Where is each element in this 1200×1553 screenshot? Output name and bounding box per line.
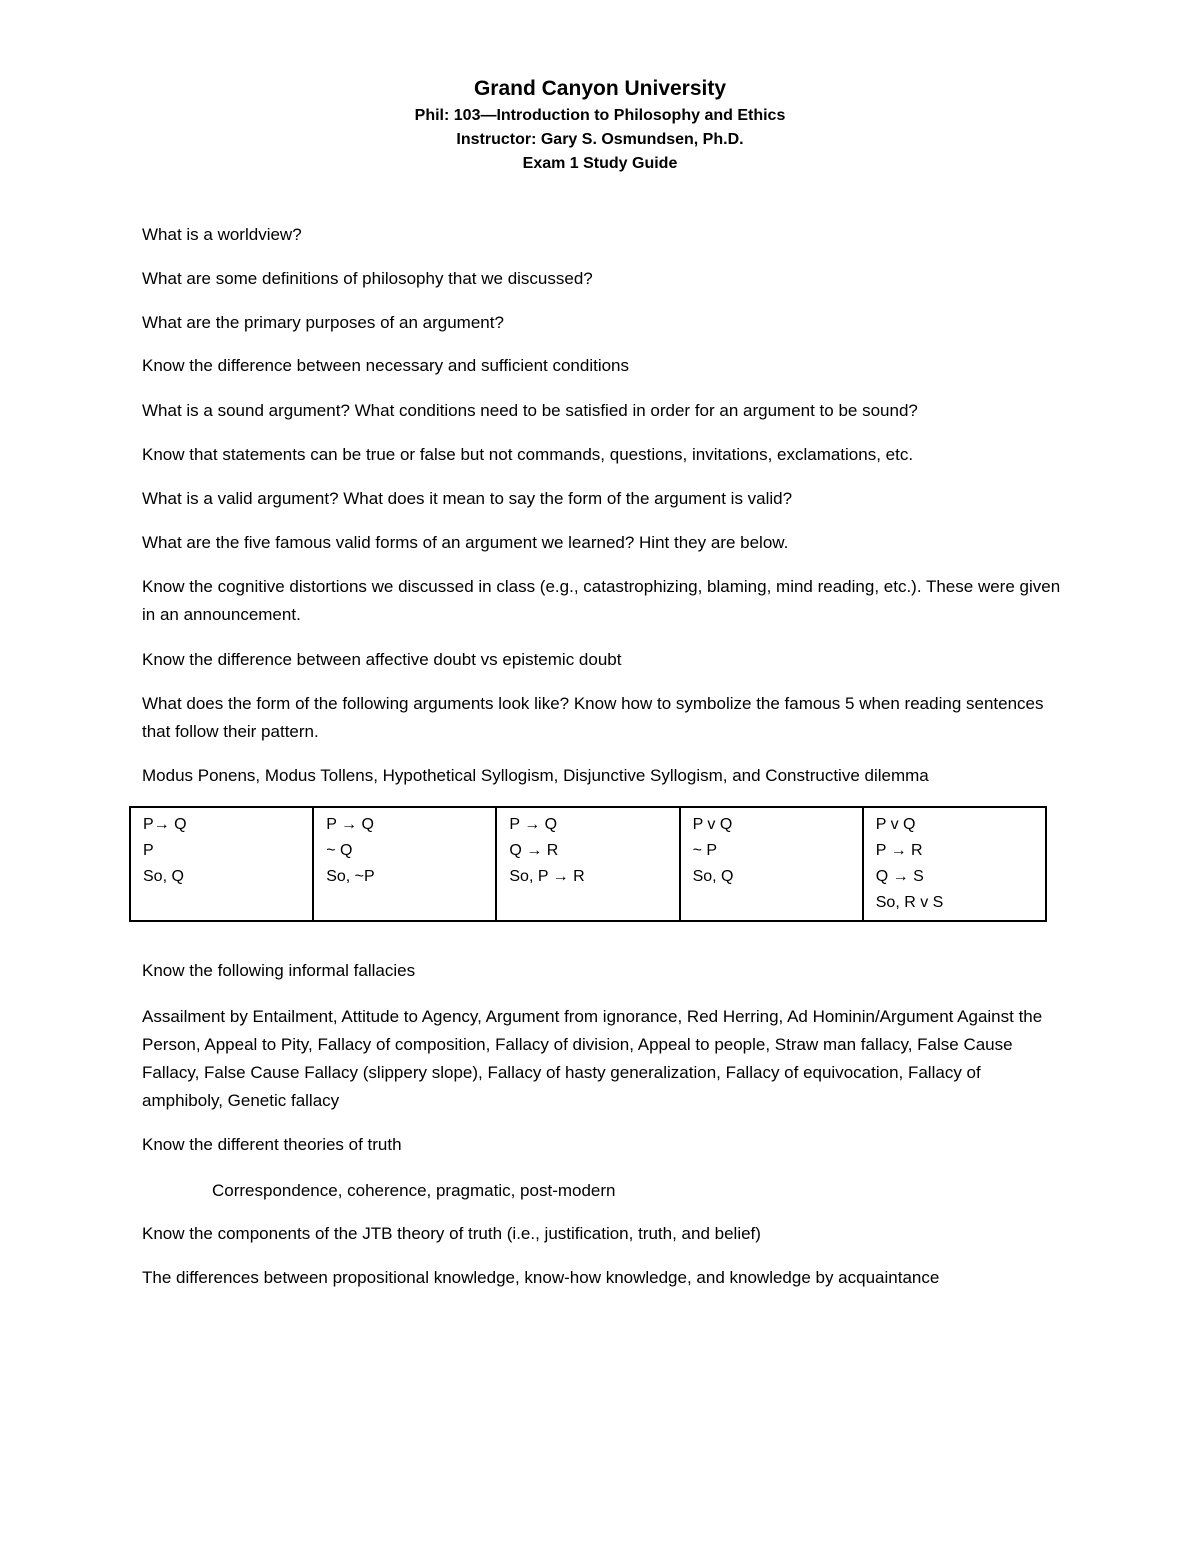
question-argument-purposes: What are the primary purposes of an argument?	[142, 313, 504, 332]
argument-forms-list: Modus Ponens, Modus Tollens, Hypothetical Syllogism, Disjunctive Syllogism, and Constructive dilemma	[142, 766, 929, 785]
table-row	[130, 807, 1046, 921]
table-line: Q → S	[875, 868, 924, 885]
table-line: ~ P	[692, 842, 718, 859]
hypothetical-syllogism-cell	[496, 807, 679, 921]
table-line: So, Q	[143, 868, 184, 885]
knowledge-types: The differences between propositional knowledge, know-how knowledge, and knowledge by acquaintance	[142, 1268, 940, 1287]
table-line: So, P → R	[509, 868, 585, 885]
table-line: So, ~P	[326, 868, 375, 885]
table-line: So, R v S	[875, 894, 944, 911]
university-title: Grand Canyon University	[473, 77, 727, 100]
instructor-line: Instructor: Gary S. Osmundsen, Ph.D.	[456, 131, 744, 148]
truth-theories-list: Correspondence, coherence, pragmatic, post-modern	[212, 1181, 616, 1200]
question-argument-form: What does the form of the following arguments look like? Know how to symbolize the famous 5 when reading sentences that follow their pattern.	[142, 694, 1044, 741]
table-line: Q → R	[509, 842, 559, 859]
question-worldview: What is a worldview?	[142, 225, 302, 244]
table-line: P v Q	[875, 816, 916, 833]
document-header	[0, 74, 1200, 176]
table-line: ~ Q	[326, 842, 353, 859]
table-line: P → Q	[509, 816, 558, 833]
question-philosophy-definitions: What are some definitions of philosophy that we discussed?	[142, 269, 593, 288]
truth-theories-heading: Know the different theories of truth	[142, 1135, 402, 1154]
question-cognitive-distortions: Know the cognitive distortions we discussed in class (e.g., catastrophizing, blaming, mind reading, etc.). These were given in an announcement.	[142, 577, 1061, 624]
table-line: P v Q	[692, 816, 733, 833]
table-line: So, Q	[692, 868, 734, 885]
question-five-forms: What are the five famous valid forms of an argument we learned? Hint they are below.	[142, 533, 789, 552]
guide-title: Exam 1 Study Guide	[522, 155, 678, 172]
modus-tollens-cell	[313, 807, 496, 921]
fallacies-heading: Know the following informal fallacies	[142, 961, 416, 980]
course-title: Phil: 103—Introduction to Philosophy and Ethics	[414, 107, 786, 124]
question-doubt: Know the difference between affective doubt vs epistemic doubt	[142, 650, 622, 669]
table-line: P	[143, 842, 154, 859]
jtb-components: Know the components of the JTB theory of truth (i.e., justification, truth, and belief)	[142, 1224, 761, 1243]
disjunctive-syllogism-cell	[680, 807, 863, 921]
argument-forms-table	[129, 806, 1047, 922]
question-sound-argument: What is a sound argument? What conditions need to be satisfied in order for an argument to be sound?	[142, 401, 918, 420]
fallacies-list: Assailment by Entailment, Attitude to Agency, Argument from ignorance, Red Herring, Ad Hominin/Argument Against the Person, Appeal to Pity, Fallacy of composition, Fallacy of division, Appeal to people, Straw man fallacy, False Cause Fallacy, False Cause Fallacy (slippery slope), Fallacy of hasty generalization, Fallacy of equivocation, Fallacy of amphiboly, Genetic fallacy	[142, 1007, 1043, 1110]
question-necessary-sufficient: Know the difference between necessary and sufficient conditions	[142, 356, 630, 375]
question-statements: Know that statements can be true or false but not commands, questions, invitations, exclamations, etc.	[142, 445, 914, 464]
constructive-dilemma-cell	[863, 807, 1046, 921]
question-valid-argument: What is a valid argument? What does it mean to say the form of the argument is valid?	[142, 489, 793, 508]
modus-ponens-cell	[130, 807, 313, 921]
table-line: P → R	[875, 842, 923, 859]
table-line: P→ Q	[143, 816, 187, 833]
table-line: P → Q	[326, 816, 374, 833]
